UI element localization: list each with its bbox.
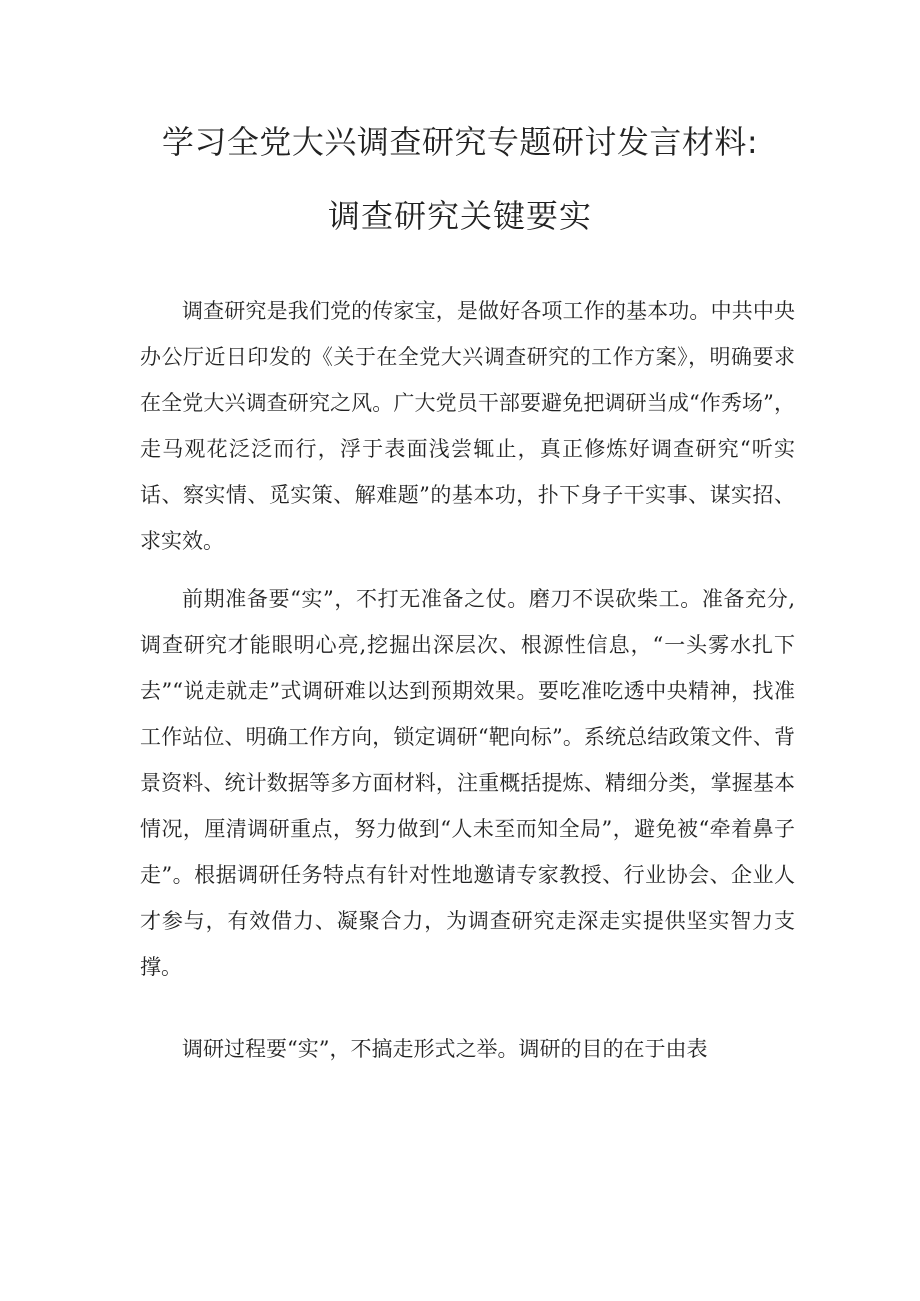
paragraph-preparation: 前期准备要“实”，不打无准备之仗。磨刀不误砍柴工。准备充分,调查研究才能眼明心亮,挖掘出深层次、根源性信息，“一头雾水扎下去”“说走就走”式调研难以达到预期效果。要吃准吃透中央精神，找准工作站位、明确工作方向，锁定调研“靶向标”。系统总结政策文件、背景资料、统计数据等多方面材料，注重概括提炼、精细分类，掌握基本情况，厘清调研重点，努力做到“人未至而知全局”，避免被“牵着鼻子走”。根据调研任务特点有针对性地邀请专家教授、行业协会、企业人才参与，有效借力、凝聚合力，为调查研究走深走实提供坚实智力支撑。 <box>140 587 795 979</box>
document-title: 学习全党大兴调查研究专题研讨发言材料: <box>161 123 759 161</box>
document-subtitle: 调查研究关键要实 <box>327 197 592 235</box>
document-body <box>140 288 795 1084</box>
paragraph-intro: 调查研究是我们党的传家宝，是做好各项工作的基本功。中共中央办公厅近日印发的《关于在全党大兴调查研究的工作方案》，明确要求在全党大兴调查研究之风。广大党员干部要避免把调研当成“作秀场”，走马观花泛泛而行，浮于表面浅尝辄止，真正修炼好调查研究“听实话、察实情、觅实策、解难题”的基本功，扑下身子干实事、谋实招、求实效。 <box>140 299 795 553</box>
paragraph-process: 调研过程要“实”，不搞走形式之举。调研的目的在于由表 <box>182 1037 708 1061</box>
